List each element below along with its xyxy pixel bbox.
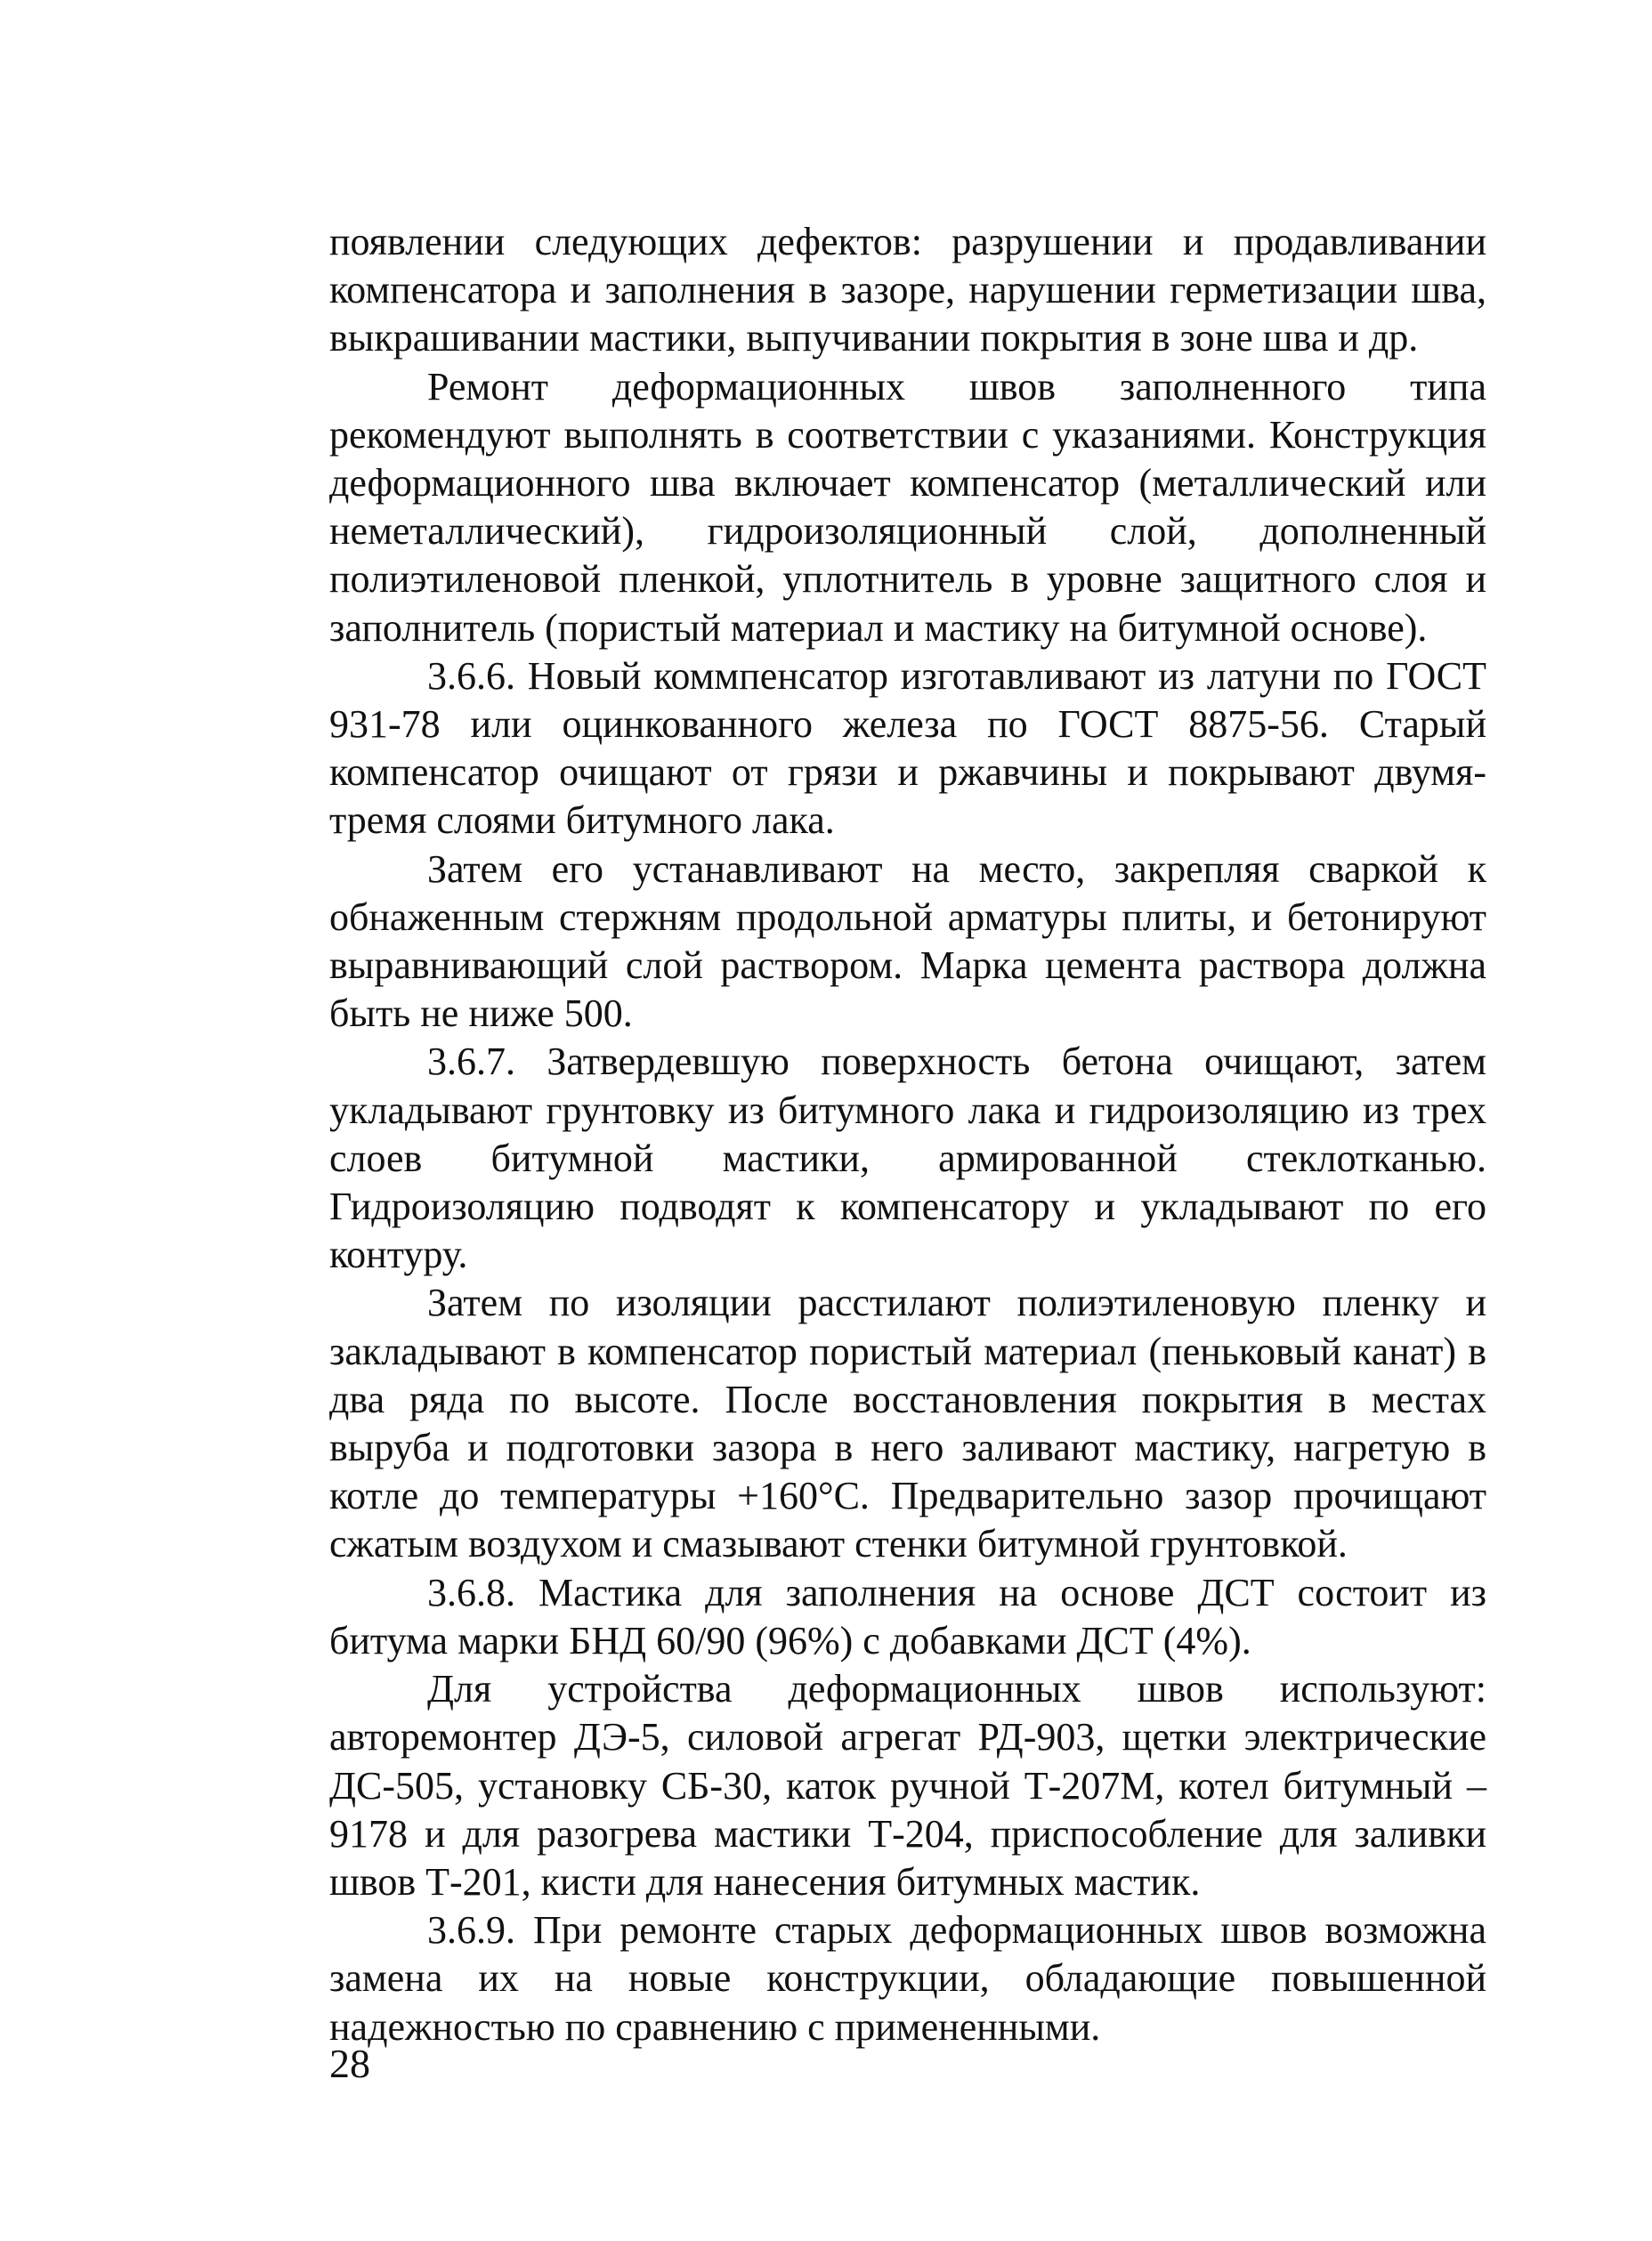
paragraph-3-6-8: 3.6.8. Мастика для заполнения на основе ДСТ состоит из битума марки БНД 60/90 (96%) с добавками ДСТ (4%). <box>329 1570 1486 1663</box>
page-number: 28 <box>329 2041 370 2086</box>
paragraph-continuation: появлении следующих дефектов: разрушении и продавливании компенсатора и заполнения в зазоре, нарушении герметизации шва, выкрашивании мастики, выпучивании покрытия в зоне шва и др. <box>329 220 1486 360</box>
body-text <box>329 218 1486 2051</box>
paragraph-3-6-6: 3.6.6. Новый коммпенсатор изготавливают из латуни по ГОСТ 931-78 или оцинкованного железа по ГОСТ 8875-56. Старый компенсатор очищают от грязи и ржавчины и покрывают двумя-тремя слоями битумного лака. <box>329 653 1486 843</box>
paragraph-equipment: Для устройства деформационных швов используют: авторемонтер ДЭ-5, силовой агрегат РД-903, щетки электрические ДС-505, установку СБ-30, каток ручной Т-207М, котел битумный – 9178 и для разогрева мастики Т-204, приспособление для заливки швов Т-201, кисти для нанесения битумных мастик. <box>329 1667 1486 1904</box>
paragraph-insulation: Затем по изоляции расстилают полиэтиленовую пленку и закладывают в компенсатор пористый материал (пеньковый канат) в два ряда по высоте. После восстановления покрытия в местах выруба и подготовки зазора в него заливают мастику, нагретую в котле до температуры +160°С. Предварительно зазор прочищают сжатым воздухом и смазывают стенки битумной грунтовкой. <box>329 1281 1486 1566</box>
paragraph-installation: Затем его устанавливают на место, закрепляя сваркой к обнаженным стержням продольной арматуры плиты, и бетонируют выравнивающий слой раствором. Марка цемента раствора должна быть не ниже 500. <box>329 846 1486 1036</box>
paragraph-joint-repair: Ремонт деформационных швов заполненного типа рекомендуют выполнять в соответствии с указаниями. Конструкция деформационного шва включает компенсатор (металлический или неметаллический), гидроизоляционный слой, дополненный полиэтиленовой пленкой, уплотнитель в уровне защитного слоя и заполнитель (пористый материал и мастику на битумной основе). <box>329 364 1486 650</box>
paragraph-3-6-7: 3.6.7. Затвердевшую поверхность бетона очищают, затем укладывают грунтовку из битумного лака и гидроизоляцию из трех слоев битумной мастики, армированной стеклотканью. Гидроизоляцию подводят к компенсатору и укладывают по его контуру. <box>329 1040 1486 1277</box>
paragraph-3-6-9: 3.6.9. При ремонте старых деформационных швов возможна замена их на новые конструкции, обладающие повышенной надежностью по сравнению с примененными. <box>329 1908 1486 2049</box>
